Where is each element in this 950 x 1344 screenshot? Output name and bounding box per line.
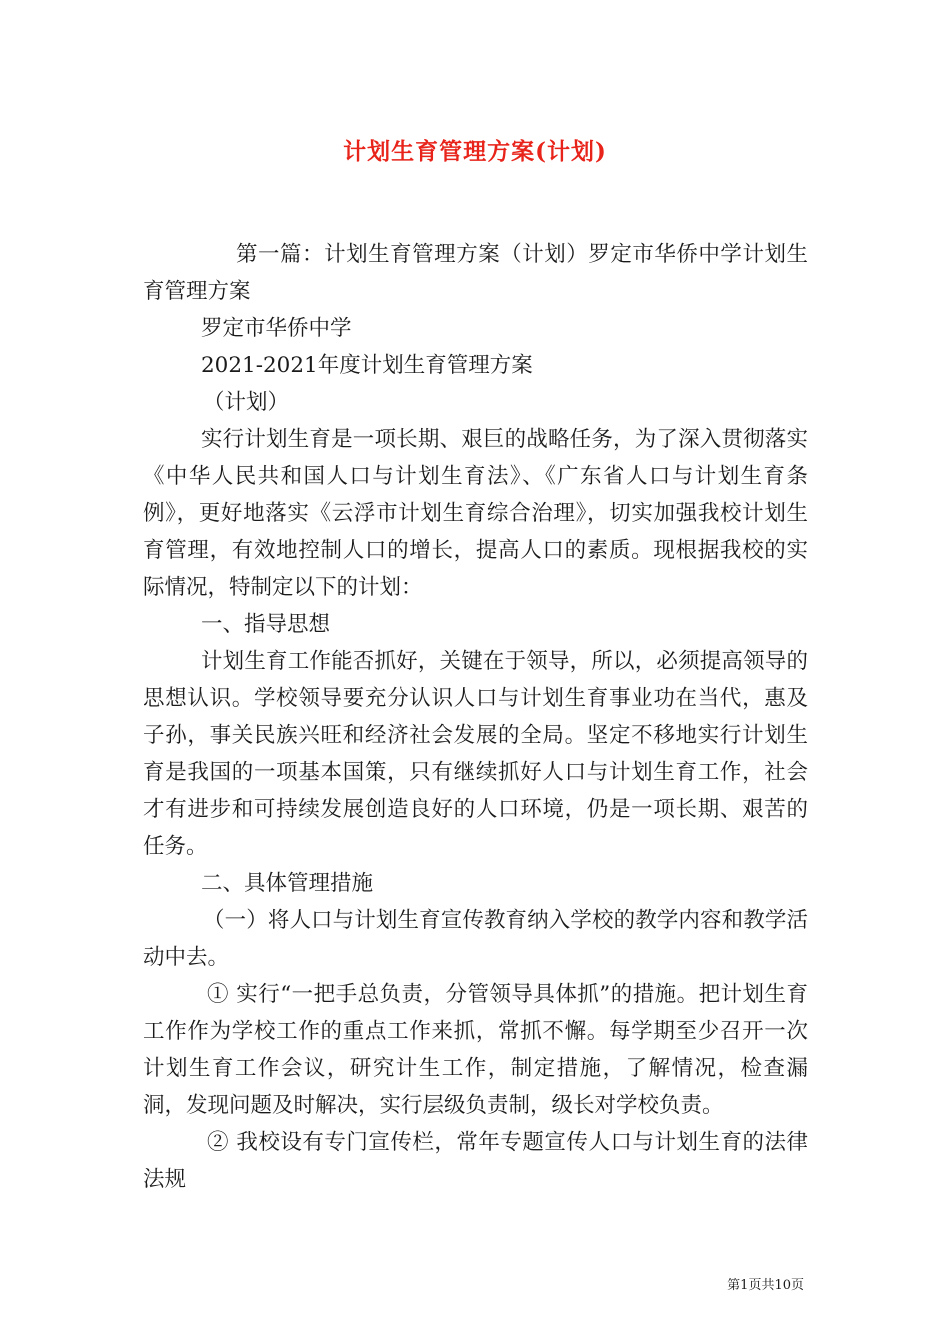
paragraph-guiding-thought: 计划生育工作能否抓好，关键在于领导，所以，必须提高领导的思想认识。学校领导要充分认识人口与计划生育事业功在当代，惠及子孙，事关民族兴旺和经济社会发展的全局。坚定不移地实行计划生育是我国的一项基本国策，只有继续抓好人口与计划生育工作，社会才有进步和可持续发展创造良好的人口环境，仍是一项长期、艰苦的任务。 xyxy=(143,649,808,859)
document-title: 计划生育管理方案(计划) xyxy=(343,138,607,165)
paragraph-plan-label: （计划） xyxy=(203,390,290,415)
document-body xyxy=(143,236,808,1198)
page-number-footer: 第1页共10页 xyxy=(727,1278,804,1293)
paragraph-intro: 第一篇：计划生育管理方案（计划）罗定市华侨中学计划生育管理方案 xyxy=(143,242,808,304)
paragraph-school-name: 罗定市华侨中学 xyxy=(201,316,352,341)
section-heading-measures: 二、具体管理措施 xyxy=(201,871,374,896)
paragraph-preface: 实行计划生育是一项长期、艰巨的战略任务，为了深入贯彻落实《中华人民共和国人口与计划生育法》、《广东省人口与计划生育条例》，更好地落实《云浮市计划生育综合治理》，切实加强我校计划生育管理，有效地控制人口的增长，提高人口的素质。现根据我校的实际情况，特制定以下的计划： xyxy=(143,427,808,600)
paragraph-measure-1: （一）将人口与计划生育宣传教育纳入学校的教学内容和教学活动中去。 xyxy=(143,908,808,970)
section-heading-guiding-thought: 一、指导思想 xyxy=(201,612,331,637)
paragraph-year-plan: 2021-2021年度计划生育管理方案 xyxy=(201,353,533,378)
paragraph-item-1: ① 实行“一把手总负责，分管领导具体抓”的措施。把计划生育工作作为学校工作的重点工作来抓，常抓不懈。每学期至少召开一次计划生育工作会议，研究计生工作，制定措施，了解情况，检查漏洞，发现问题及时解决，实行层级负责制，级长对学校负责。 xyxy=(143,982,808,1118)
paragraph-item-2: ② 我校设有专门宣传栏，常年专题宣传人口与计划生育的法律法规 xyxy=(143,1130,808,1192)
